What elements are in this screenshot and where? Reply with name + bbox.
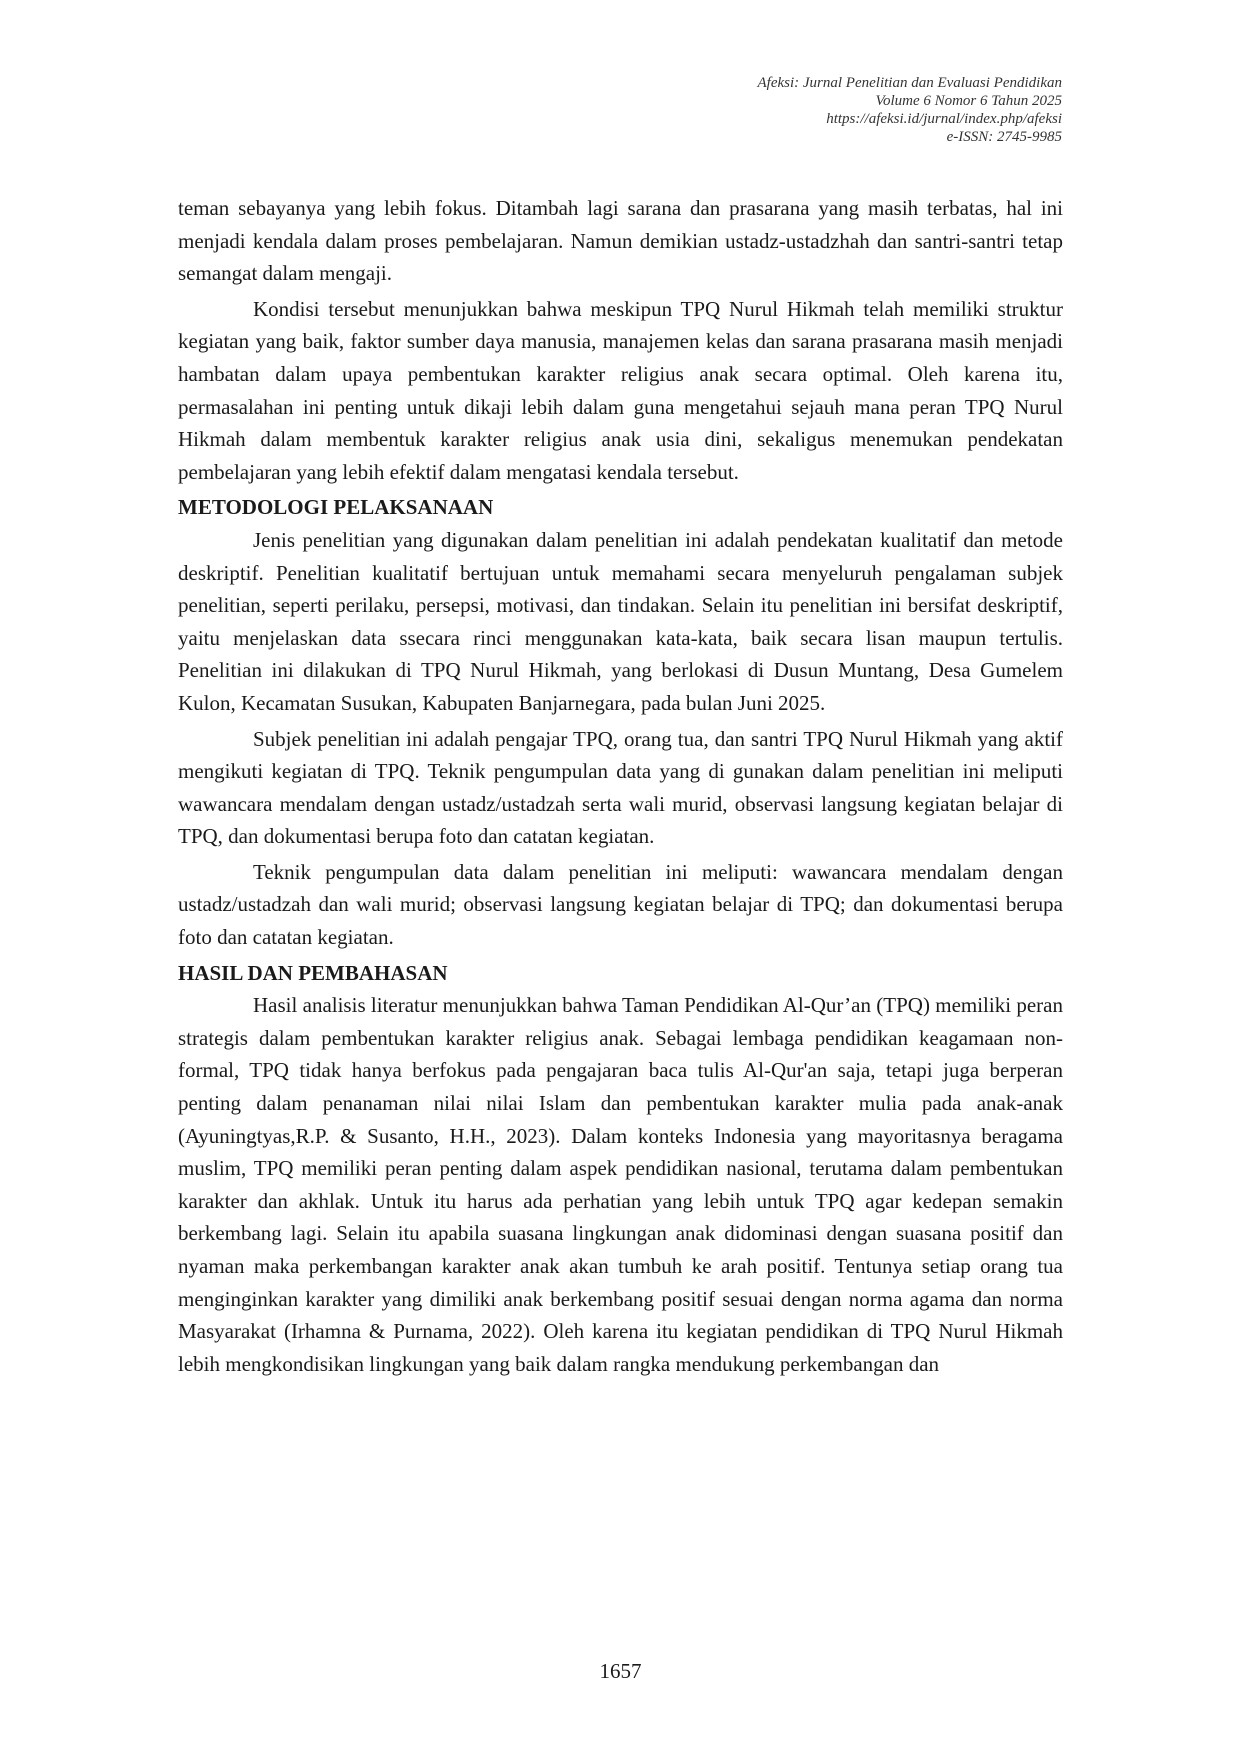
body-paragraph: teman sebayanya yang lebih fokus. Ditambah lagi sarana dan prasarana yang masih terbatas, hal ini menjadi kendala dalam proses pembelajaran. Namun demikian ustadz-ustadzhah dan santri-santri tetap semangat dalam mengaji. bbox=[178, 196, 1063, 286]
page-number: 1657 bbox=[599, 1659, 642, 1683]
body-paragraph: Kondisi tersebut menunjukkan bahwa meskipun TPQ Nurul Hikmah telah memiliki struktur kegiatan yang baik, faktor sumber daya manusia, manajemen kelas dan sarana prasarana masih menjadi hambatan dalam upaya pembentukan karakter religius anak secara optimal. Oleh karena itu, permasalahan ini penting untuk dikaji lebih dalam guna mengetahui sejauh mana peran TPQ Nurul Hikmah dalam membentuk karakter religius anak usia dini, sekaligus menemukan pendekatan pembelajaran yang lebih efektif dalam mengatasi kendala tersebut. bbox=[178, 296, 1063, 484]
body-paragraph: Hasil analisis literatur menunjukkan bahwa Taman Pendidikan Al-Qur’an (TPQ) memiliki peran strategis dalam pembentukan karakter religius anak. Sebagai lembaga pendidikan keagamaan non-formal, TPQ tidak hanya berfokus pada pengajaran baca tulis Al-Qur'an saja, tetapi juga berperan penting dalam penanaman nilai nilai Islam dan pembentukan karakter mulia pada anak-anak (Ayuningtyas,R.P. & Susanto, H.H., 2023). Dalam konteks Indonesia yang mayoritasnya beragama muslim, TPQ memiliki peran penting dalam aspek pendidikan nasional, terutama dalam pembentukan karakter dan akhlak. Untuk itu harus ada perhatian yang lebih untuk TPQ agar kedepan semakin berkembang lagi. Selain itu apabila suasana lingkungan anak didominasi dengan suasana positif dan nyaman maka perkembangan karakter anak akan tumbuh ke arah positif. Tentunya setiap orang tua menginginkan karakter yang dimiliki anak berkembang positif sesuai dengan norma agama dan norma Masyarakat (Irhamna & Purnama, 2022). Oleh karena itu kegiatan pendidikan di TPQ Nurul Hikmah lebih mengkondisikan lingkungan yang baik dalam rangka mendukung perkembangan dan bbox=[178, 993, 1063, 1376]
section-heading-methodology: METODOLOGI PELAKSANAAN bbox=[178, 495, 494, 520]
eissn: e-ISSN: 2745-9985 bbox=[946, 129, 1062, 145]
journal-name: Afeksi: Jurnal Penelitian dan Evaluasi Pendidikan bbox=[757, 75, 1062, 91]
body-paragraph: Jenis penelitian yang digunakan dalam penelitian ini adalah pendekatan kualitatif dan metode deskriptif. Penelitian kualitatif bertujuan untuk memahami secara menyeluruh pengalaman subjek penelitian, seperti perilaku, persepsi, motivasi, dan tindakan. Selain itu penelitian ini bersifat deskriptif, yaitu menjelaskan data ssecara rinci menggunakan kata-kata, baik secara lisan maupun tertulis. Penelitian ini dilakukan di TPQ Nurul Hikmah, yang berlokasi di Dusun Muntang, Desa Gumelem Kulon, Kecamatan Susukan, Kabupaten Banjarnegara, pada bulan Juni 2025. bbox=[178, 527, 1063, 715]
section-heading-results: HASIL DAN PEMBAHASAN bbox=[178, 960, 448, 985]
journal-url: https://afeksi.id/jurnal/index.php/afeksi bbox=[826, 111, 1062, 127]
body-paragraph: Subjek penelitian ini adalah pengajar TPQ, orang tua, dan santri TPQ Nurul Hikmah yang aktif mengikuti kegiatan di TPQ. Teknik pengumpulan data yang di gunakan dalam penelitian ini meliputi wawancara mendalam dengan ustadz/ustadzah serta wali murid, observasi langsung kegiatan belajar di TPQ, dan dokumentasi berupa foto dan catatan kegiatan. bbox=[178, 726, 1063, 849]
article-body bbox=[178, 192, 1063, 1383]
body-paragraph: Teknik pengumpulan data dalam penelitian ini meliputi: wawancara mendalam dengan ustadz/ustadzah dan wali murid; observasi langsung kegiatan belajar di TPQ; dan dokumentasi berupa foto dan catatan kegiatan. bbox=[178, 859, 1063, 950]
volume-issue: Volume 6 Nomor 6 Tahun 2025 bbox=[875, 93, 1062, 109]
running-header bbox=[757, 74, 1062, 146]
